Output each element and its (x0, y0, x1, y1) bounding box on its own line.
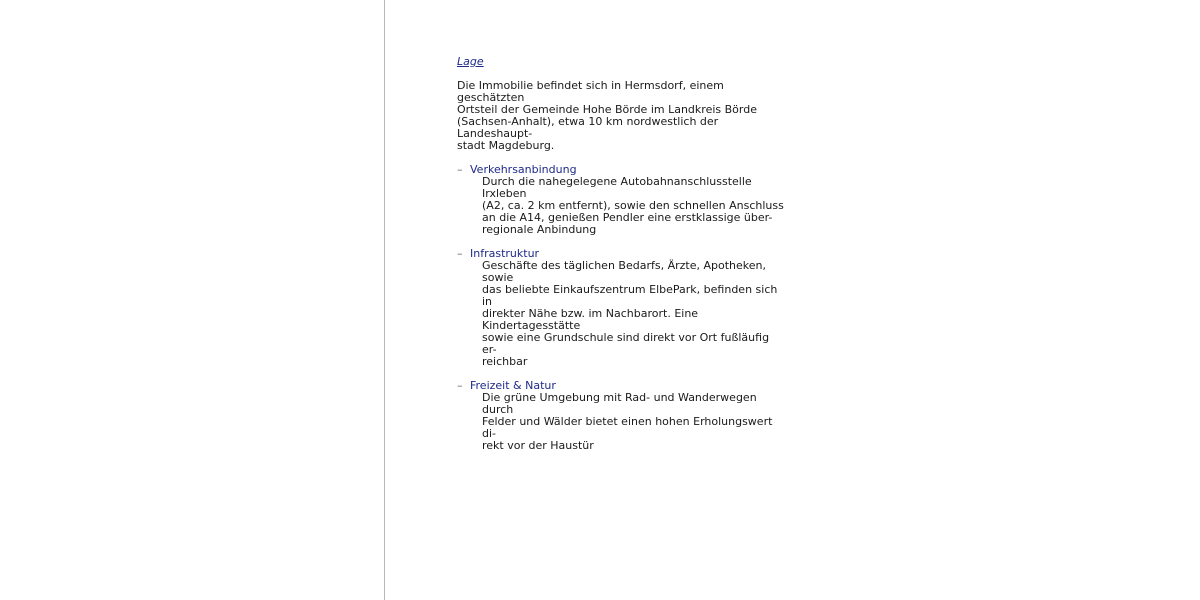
list-item-infrastruktur (457, 248, 787, 368)
item-title: Freizeit & Natur (470, 379, 556, 392)
list-item-freizeit-natur (457, 380, 787, 452)
item-title: Infrastruktur (470, 247, 540, 260)
document-content (457, 56, 787, 464)
intro-paragraph: Die Immobilie befindet sich in Hermsdorf, einem geschätzten Ortsteil der Gemeinde Hohe Börde im Landkreis Börde (Sachsen-Anhalt), etwa 10 km nordwestlich der Landeshaupt- stadt Magdeburg. (457, 79, 757, 152)
page-divider (384, 0, 385, 600)
dash-bullet-icon: – (457, 247, 463, 260)
section-heading-lage: Lage (457, 55, 484, 68)
item-text: Die grüne Umgebung mit Rad- und Wanderwegen durch Felder und Wälder bietet einen hohen Erholungswert di- rekt vor der Haustür (482, 391, 773, 452)
item-text: Geschäfte des täglichen Bedarfs, Ärzte, Apotheken, sowie das beliebte Einkaufszentrum ElbePark, befinden sich in direkter Nähe bzw. im Nachbarort. Eine Kindertagesstätte sowie eine Grundschule sind direkt vor Ort fußläufig er- reichbar (482, 259, 778, 368)
dash-bullet-icon: – (457, 163, 463, 176)
list-item-verkehrsanbindung (457, 164, 787, 236)
item-title: Verkehrsanbindung (470, 163, 577, 176)
dash-bullet-icon: – (457, 379, 463, 392)
item-text: Durch die nahegelegene Autobahnanschlusstelle Irxleben (A2, ca. 2 km entfernt), sowie den schnellen Anschluss an die A14, genießen Pendler eine erstklassige über- regionale Anbindung (482, 175, 784, 236)
